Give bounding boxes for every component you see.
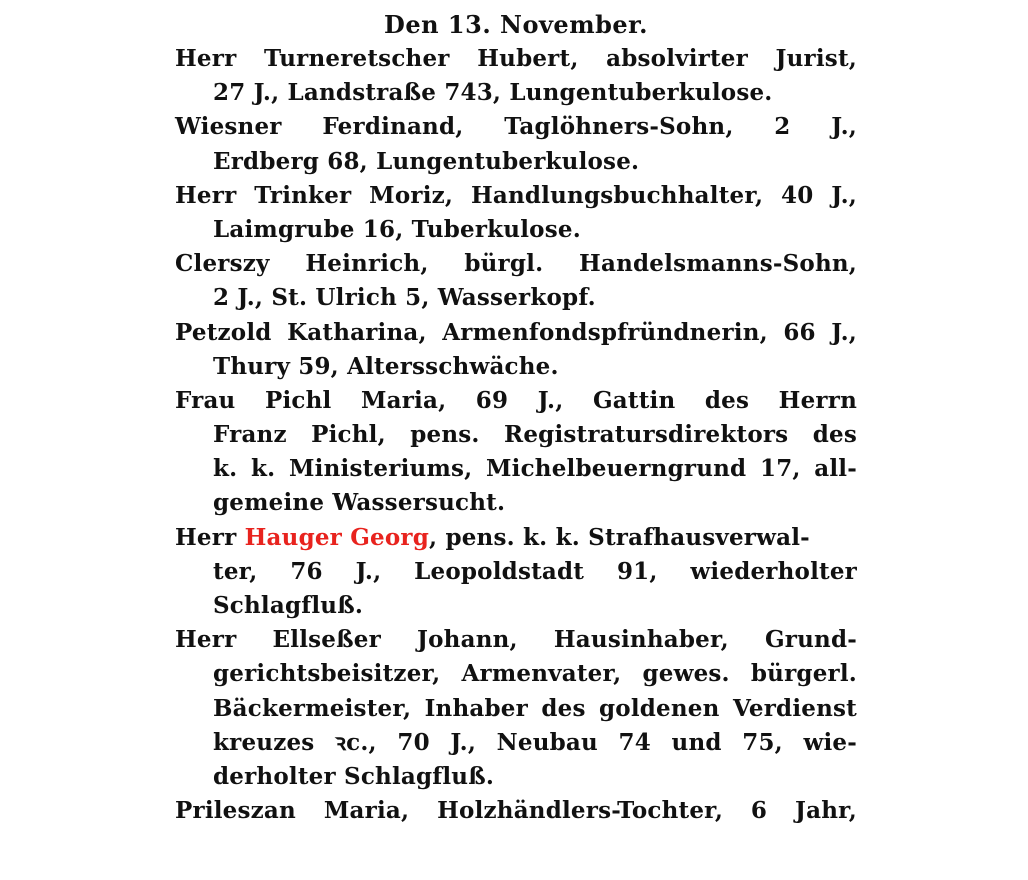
notice-line: Herr Trinker Moriz, Handlungsbuchhalter, 40 J., — [175, 181, 857, 209]
notice-entry — [175, 794, 857, 828]
notice-entry — [175, 247, 857, 315]
notice-entry — [175, 316, 857, 384]
notice-line: gemeine Wassersucht. — [213, 489, 506, 517]
notice-line: kreuzes ꝛc., 70 J., Neubau 74 und 75, wie- — [213, 728, 857, 756]
notice-line: gerichtsbeisitzer, Armenvater, gewes. bürgerl. — [213, 660, 857, 688]
notice-line: Frau Pichl Maria, 69 J., Gattin des Herrn — [175, 386, 857, 414]
notice-entry — [175, 42, 857, 110]
notice-line: derholter Schlagfluß. — [213, 762, 495, 790]
death-notices-column — [175, 8, 857, 828]
notice-line: 27 J., Landstraße 743, Lungentuberkulose. — [213, 79, 773, 107]
notice-line: Bäckermeister, Inhaber des goldenen Verdienst — [213, 694, 857, 722]
notice-line — [175, 521, 857, 555]
notice-line: Wiesner Ferdinand, Taglöhners-Sohn, 2 J., — [175, 113, 857, 141]
highlighted-name: Hauger Georg — [244, 523, 430, 551]
notice-line: Prileszan Maria, Holzhändlers-Tochter, 6 Jahr, — [175, 797, 857, 825]
notice-entry — [175, 623, 857, 794]
date-heading: Den 13. November. — [384, 10, 648, 39]
notice-entry — [175, 384, 857, 521]
notice-entry-highlighted — [175, 521, 857, 624]
notice-entry — [175, 110, 857, 178]
notice-prefix: Herr — [175, 523, 245, 551]
notice-rest: , pens. k. k. Strafhausverwal- — [429, 523, 810, 551]
notice-line: Herr Ellseßer Johann, Hausinhaber, Grund- — [175, 626, 857, 654]
notice-line: Herr Turneretscher Hubert, absolvirter Jurist, — [175, 45, 857, 72]
notice-line: Franz Pichl, pens. Registratursdirektors des — [213, 421, 857, 449]
notice-line: 2 J., St. Ulrich 5, Wasserkopf. — [213, 284, 596, 312]
notice-line: ter, 76 J., Leopoldstadt 91, wiederholter — [213, 557, 857, 585]
notice-line: Schlagfluß. — [213, 592, 364, 619]
notice-line: Laimgrube 16, Tuberkulose. — [213, 215, 581, 243]
notice-entry — [175, 179, 857, 247]
notice-line: Thury 59, Altersschwäche. — [213, 352, 559, 380]
notice-line: Erdberg 68, Lungentuberkulose. — [213, 147, 640, 175]
notice-line: k. k. Ministeriums, Michelbeuerngrund 17, all- — [213, 455, 857, 483]
notice-line: Petzold Katharina, Armenfondspfründnerin, 66 J., — [175, 318, 857, 346]
notice-line: Clerszy Heinrich, bürgl. Handelsmanns-Sohn, — [175, 250, 857, 278]
